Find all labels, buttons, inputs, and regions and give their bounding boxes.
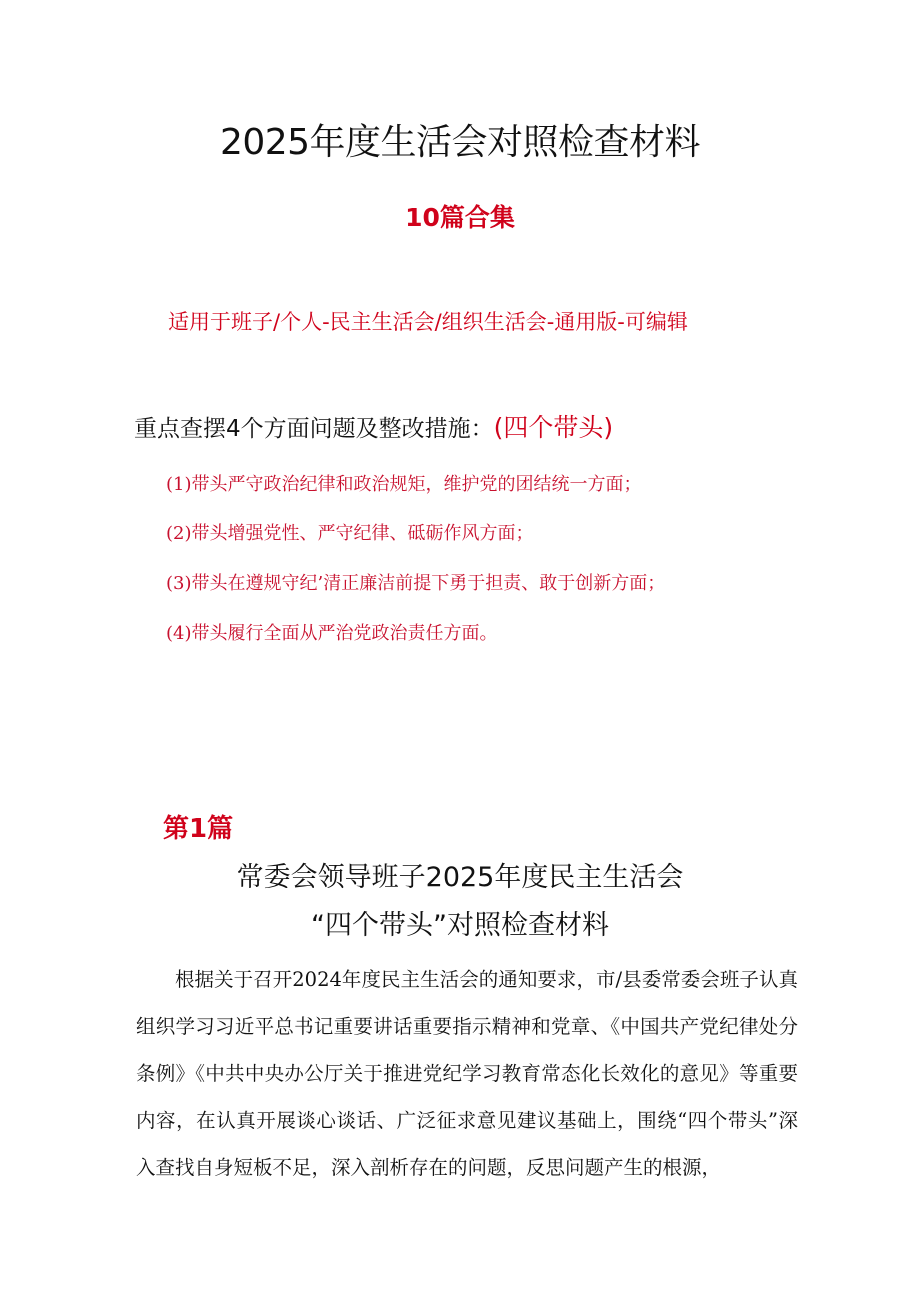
- chapter-label: 第1篇: [163, 814, 234, 844]
- chapter-title-line-1: 常委会领导班子2025年度民主生活会: [236, 862, 684, 893]
- chapter-body-paragraph: 根据关于召开2024年度民主生活会的通知要求，市/县委常委会班子认真组织学习习近平总书记重要讲话重要指示精神和党章、《中国共产党纪律处分条例》《中共中央办公厅关于推进党纪学习教育常态化长效化的意见》等重要内容，在认真开展谈心谈话、广泛征求意见建议基础上，围绕“四个带头”深入查找自身短板不足，深入剖析存在的问题，反思问题产生的根源，: [136, 968, 798, 1179]
- subtitle: 10篇合集: [405, 203, 515, 232]
- applicable-scope: 适用于班子/个人-民主生活会/组织生活会-通用版-可编辑: [168, 310, 688, 334]
- focus-highlight: (四个带头): [493, 413, 614, 442]
- focus-point-3: (3)带头在遵规守纪’清正廉洁前提下勇于担责、敢于创新方面；: [166, 573, 666, 594]
- focus-point-4: (4)带头履行全面从严治党政治责任方面。: [166, 623, 498, 644]
- chapter-title-line-2: “四个带头”对照检查材料: [311, 910, 609, 941]
- focus-heading: [134, 408, 613, 444]
- focus-intro: 重点查摆4个方面问题及整改措施：: [134, 416, 494, 442]
- focus-point-2: (2)带头增强党性、严守纪律、砥砺作风方面；: [166, 523, 534, 544]
- main-title: 2025年度生活会对照检查材料: [219, 122, 701, 163]
- focus-point-1: (1)带头严守政治纪律和政治规矩，维护党的团结统一方面；: [166, 474, 642, 495]
